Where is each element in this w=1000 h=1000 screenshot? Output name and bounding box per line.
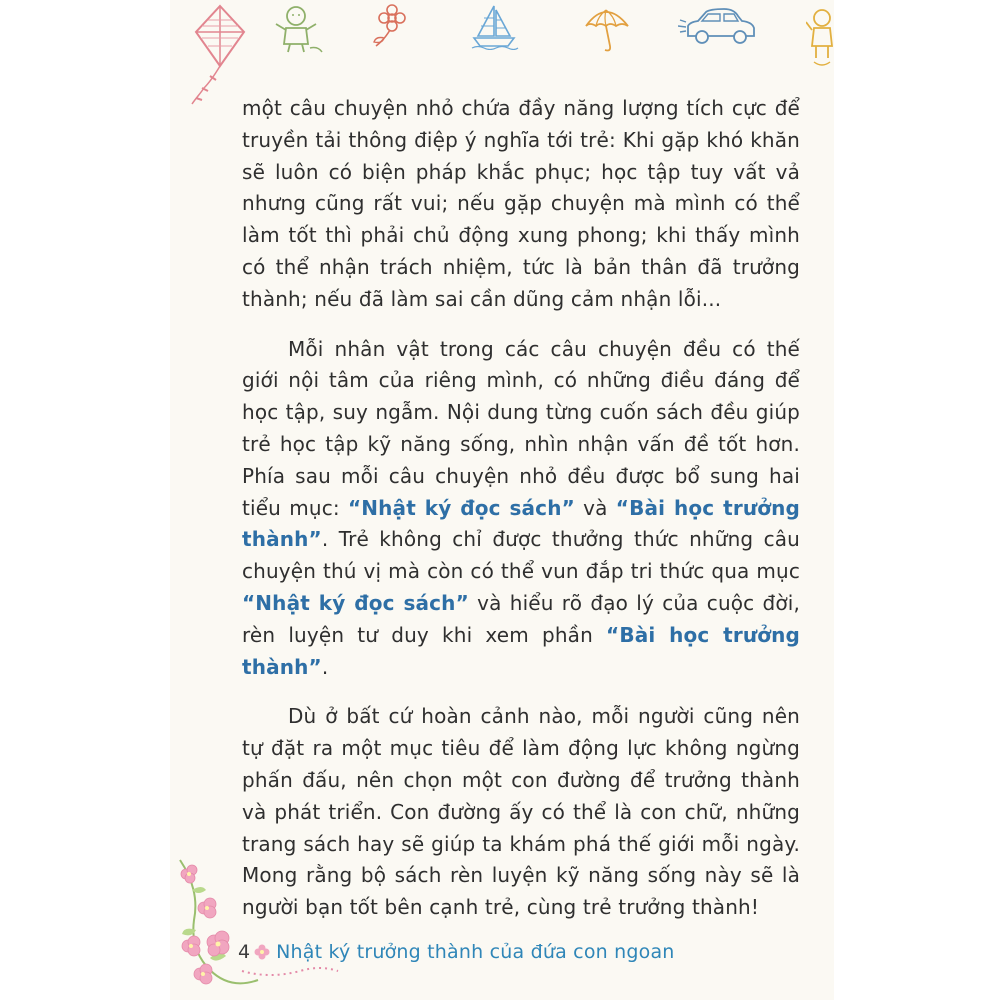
- kite-icon: [180, 2, 250, 107]
- paragraph-conclusion: Dù ở bất cứ hoàn cảnh nào, mỗi người cũng nên tự đặt ra một mục tiêu để làm động lực không ngừng phấn đấu, nên chọn một con đường để trưởng thành và phát triển. Con đường ấy có thể là con chữ, những trang sách hay sẽ giúp ta khám phá thế giới mỗi ngày. Mong rằng bộ sách rèn luyện kỹ năng sống này sẽ là người bạn tốt bên cạnh trẻ, cùng trẻ trưởng thành!: [242, 704, 800, 920]
- page-number: 4: [238, 941, 251, 963]
- text-span: . Trẻ không chỉ được thưởng thức những câu chuyện thú vị mà còn có thể vun đắp tri thức qua mục: [242, 527, 800, 584]
- page-footer: [238, 934, 675, 970]
- book-page: [170, 0, 834, 1000]
- flower-icon: [254, 944, 270, 960]
- text-span: và: [574, 495, 616, 520]
- highlight-growth-lesson: “Bài học trưởng thành”: [242, 622, 800, 679]
- highlight-reading-diary: “Nhật ký đọc sách”: [242, 590, 469, 615]
- paragraph-characters: [242, 334, 800, 684]
- text-span: và hiểu rõ đạo lý của cuộc đời, rèn luyện tư duy khi xem phần: [242, 590, 801, 647]
- flower-branch-icon: [170, 850, 260, 1000]
- child-doodle-icon: [806, 6, 834, 76]
- car-icon: [678, 6, 758, 48]
- umbrella-icon: [580, 4, 632, 54]
- paragraph-continuation: một câu chuyện nhỏ chứa đầy năng lượng tích cực để truyền tải thông điệp ý nghĩa tới trẻ: Khi gặp khó khăn sẽ luôn có biện pháp khắc phục; học tập tuy vất vả nhưng cũng rất vui; nếu gặp chuyện mà mình có thể làm tốt thì phải chủ động xung phong; khi thấy mình có thể nhận trách nhiệm, tức là bản thân đã trưởng thành; nếu đã làm sai cần dũng cảm nhận lỗi...: [242, 96, 800, 311]
- book-title: Nhật ký trưởng thành của đứa con ngoan: [276, 941, 675, 963]
- highlight-growth-lesson: “Bài học trưởng thành”: [242, 495, 800, 552]
- sailboat-icon: [470, 2, 520, 50]
- body-text: [242, 93, 800, 942]
- text-span: .: [321, 654, 329, 679]
- child-doodle-icon: [270, 4, 326, 54]
- text-span: Mỗi nhân vật trong các câu chuyện đều có thế giới nội tâm của riêng mình, có những điều đáng để học tập, suy ngẫm. Nội dung từng cuốn sách đều giúp trẻ học tập kỹ năng sống, nhìn nhận vấn đề tốt hơn. Phía sau mỗi câu chuyện nhỏ đều được bổ sung hai tiểu mục:: [242, 336, 800, 520]
- flower-icon: [366, 4, 416, 50]
- highlight-reading-diary: “Nhật ký đọc sách”: [347, 495, 575, 520]
